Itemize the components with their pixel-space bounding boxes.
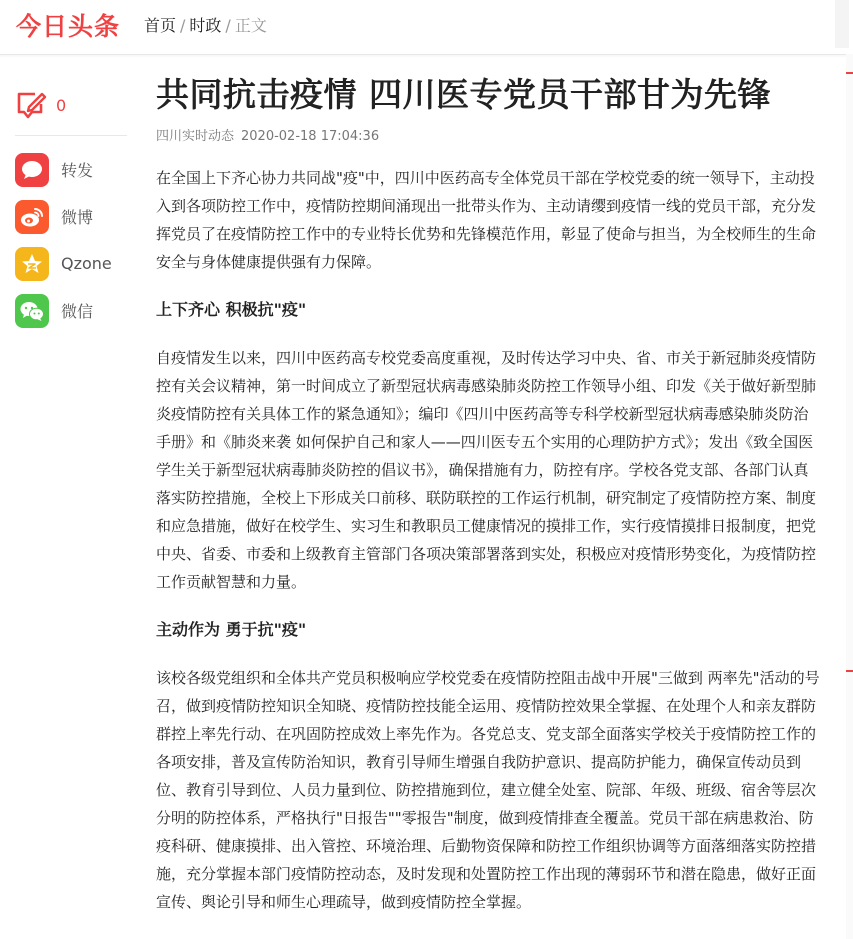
- article-source[interactable]: 四川实时动态: [156, 129, 235, 144]
- topbar-scroll-area: [835, 0, 849, 48]
- article-meta: [156, 128, 820, 146]
- weibo-icon: [15, 200, 49, 234]
- article-time: 2020-02-18 17:04:36: [241, 129, 380, 144]
- breadcrumb-separator: /: [225, 16, 231, 35]
- share-repost-label: 转发: [61, 161, 94, 180]
- right-panel-marker: [846, 72, 853, 74]
- article-title: 共同抗击疫情 四川医专党员干部甘为先锋: [156, 75, 771, 114]
- share-wechat-label: 微信: [61, 302, 94, 321]
- section-heading: 主动作为 勇于抗"疫": [156, 620, 307, 639]
- share-weibo-label: 微博: [61, 208, 94, 227]
- top-navigation-bar: [0, 0, 853, 55]
- comment-edit-icon: [15, 90, 47, 120]
- share-weibo-button[interactable]: [15, 193, 127, 240]
- article-paragraph: 自疫情发生以来，四川中医药高专校党委高度重视，及时传达学习中央、省、市关于新冠肺炎疫情防控有关会议精神，第一时间成立了新型冠状病毒感染肺炎防控工作领导小组、印发《关于做好新型肺炎疫情防控有关具体工作的紧急通知》；编印《四川中医药高等专科学校新型冠状病毒感染肺炎防治手册》和《肺炎来袭 如何保护自己和家人——四川医专五个实用的心理防护方式》；发出《致全国医学生关于新型冠状病毒肺炎防控的倡议书》，确保措施有力，防控有序。学校各党支部、各部门认真落实防控措施，全校上下形成关口前移、联防联控的工作运行机制，研究制定了疫情防控方案、制度和应急措施，做好在校学生、实习生和教职员工健康情况的摸排工作，实行疫情摸排日报制度，把党中央、省委、市委和上级教育主管部门各项决策部署落到实处，积极应对疫情形势变化，为疫情防控工作贡献智慧和力量。: [156, 349, 817, 591]
- share-repost-button[interactable]: [15, 146, 127, 193]
- breadcrumb-category-link[interactable]: 时政: [189, 16, 222, 35]
- share-qzone-button[interactable]: [15, 240, 127, 287]
- article-paragraph: 在全国上下齐心协力共同战"疫"中，四川中医药高专全体党员干部在学校党委的统一领导下，主动投入到各项防控工作中，疫情防控期间涌现出一批带头作为、主动请缨到疫情一线的党员干部，充分发挥党员了在疫情防控工作中的专业特长优势和先锋模范作用，彰显了使命与担当，为全校师生的生命安全与身体健康提供强有力保障。: [156, 169, 817, 271]
- site-logo[interactable]: 今日头条: [16, 12, 121, 41]
- right-panel-marker: [846, 670, 853, 672]
- comment-button[interactable]: [15, 86, 127, 124]
- wechat-icon: [15, 294, 49, 328]
- breadcrumb-separator: /: [180, 16, 186, 35]
- section-heading: 上下齐心 积极抗"疫": [156, 300, 307, 319]
- right-panel-edge: [846, 54, 853, 939]
- share-sidebar: [15, 86, 127, 334]
- article: [156, 70, 820, 936]
- breadcrumb-current: 正文: [234, 16, 267, 35]
- article-content: [156, 164, 820, 916]
- qzone-icon: [15, 247, 49, 281]
- repost-icon: [15, 153, 49, 187]
- share-wechat-button[interactable]: [15, 287, 127, 334]
- comment-count: 0: [56, 95, 67, 115]
- share-list: [15, 146, 127, 334]
- share-qzone-label: Qzone: [61, 254, 112, 273]
- sidebar-divider: [15, 135, 127, 136]
- breadcrumb-home-link[interactable]: 首页: [144, 16, 177, 35]
- breadcrumb: [144, 15, 267, 37]
- article-paragraph: 该校各级党组织和全体共产党员积极响应学校党委在疫情防控阻击战中开展"三做到 两率先"活动的号召，做到疫情防控知识全知晓、疫情防控技能全运用、疫情防控效果全掌握、在处理个人和亲友群防群控上率先行动、在巩固防控成效上率先作为。各党总支、党支部全面落实学校关于疫情防控工作的各项安排，普及宣传防治知识，教育引导师生增强自我防护意识、提高防护能力，确保宣传动员到位、教育引导到位、人员力量到位、防控措施到位，建立健全处室、院部、年级、班级、宿舍等层次分明的防控体系，严格执行"日报告""零报告"制度，做到疫情排查全覆盖。党员干部在病患救治、防疫科研、健康摸排、出入管控、环境治理、后勤物资保障和防控工作组织协调等方面落细落实防控措施，充分掌握本部门疫情防控动态，及时发现和处置防控工作出现的薄弱环节和潜在隐患，做好正面宣传、舆论引导和师生心理疏导，做到疫情防控全掌握。: [156, 669, 820, 911]
